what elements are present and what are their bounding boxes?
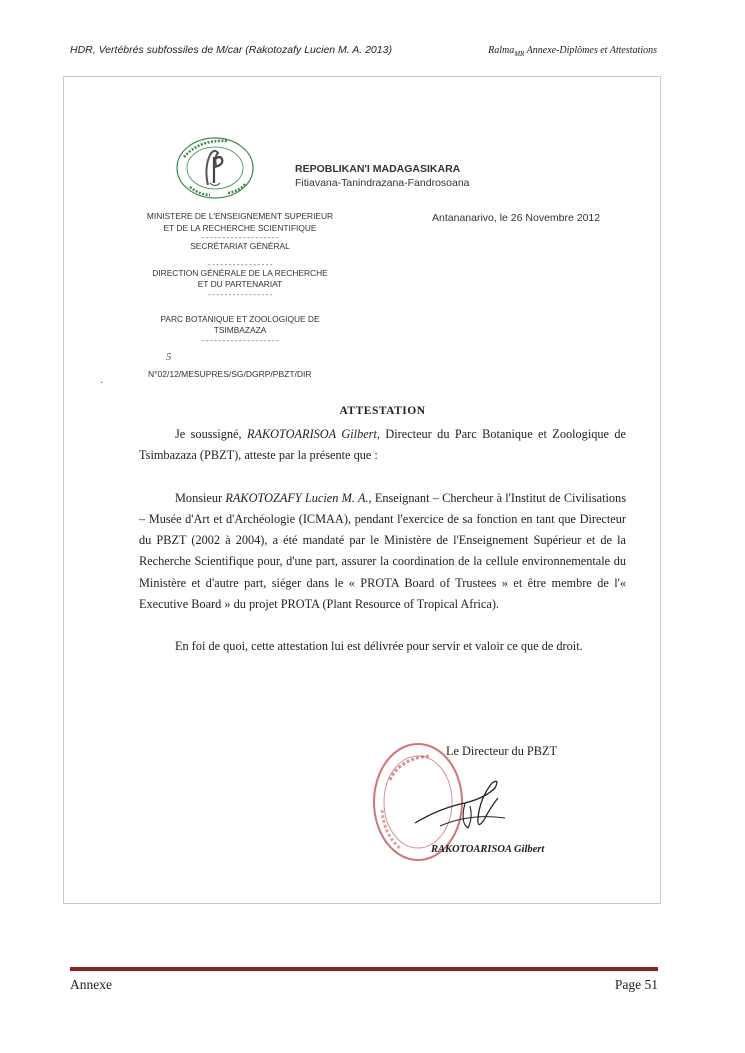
paragraph-2 [139, 488, 626, 616]
republic-name: REPOBLIKAN'I MADAGASIKARA [295, 163, 461, 175]
direction-line-1: DIRECTION GÉNÉRALE DE LA RECHERCHE [152, 267, 328, 278]
handwritten-number: 5 [166, 351, 172, 363]
page-number: Page 51 [614, 977, 658, 992]
park-line-1: PARC BOTANIQUE ET ZOOLOGIQUE DE [160, 313, 320, 324]
paragraph-3: En foi de quoi, cette attestation lui est délivrée pour servir et valoir ce que de droit. [175, 639, 583, 654]
secretariat-label: SECRÉTARIAT GÉNÉRAL [190, 241, 290, 251]
signature-name: RAKOTOARISOA Gilbert [431, 844, 545, 855]
separator: - - - - - - - - - - - - - - - - - - - [201, 232, 279, 242]
subject-name: RAKOTOZAFY Lucien M. A. [225, 490, 369, 505]
p2-text-a: Monsieur [175, 490, 226, 505]
pbzt-logo-icon [170, 133, 260, 203]
republic-heading [295, 162, 470, 190]
separator: - - - - - - - - - - - - - - - - [207, 258, 273, 269]
footer-rule [70, 967, 658, 971]
separator: - - - - - - - - - - - - - - - - [207, 288, 273, 299]
p1-text-b: , Directeur du Parc Botanique et Zoologique de Tsimbazaza (PBZT), atteste par la présente que : [139, 427, 626, 463]
administrative-block [140, 211, 340, 344]
footer-section: Annexe [70, 977, 112, 992]
scan-mark: · [100, 378, 104, 389]
park-line-2: TSIMBAZAZA [213, 325, 267, 335]
separator: - - - - - - - - - - - - - - - - - - - [201, 334, 279, 345]
signature-title: Le Directeur du PBZT [446, 744, 557, 758]
p2-text-b: , Enseignant – Chercheur à l'Institut de Civilisations – Musée d'Art et d'Archéologie (ICMAA), pendant l'exercice de sa fonction en tant que Directeur du PBZT (2002 à 2004), a été mandaté par le Ministère de l'Enseignement Supérieur et de la Recherche Scientifique pour, d'une part, assurer la coordination de la cellule environnementale du Ministère et d'autre part, siéger dans le « PROTA Board of Trustees » et être membre de l'« Executive Board » du projet PROTA (Plant Resource of Tropical Africa). [139, 490, 626, 612]
signatory-name: RAKOTOARISOA Gilbert [246, 427, 377, 441]
republic-motto: Fitiavana-Tanindrazana-Fandrosoana [295, 177, 470, 189]
place-and-date: Antananarivo, le 26 Novembre 2012 [432, 212, 601, 224]
reference-number: N°02/12/MESUPRES/SG/DGRP/PBZT/DIR [148, 369, 312, 379]
paragraph-1 [139, 424, 626, 467]
header-author-abbrev: Ralma [488, 45, 515, 56]
running-header-section [488, 45, 657, 58]
header-section-label: Annexe-Diplômes et Attestations [524, 45, 657, 56]
direction-line-2: ET DU PARTENARIAT [197, 279, 283, 289]
p1-text-a: Je soussigné, [175, 427, 247, 441]
running-header-title: HDR, Vertébrés subfossiles de M/car (Rakotozafy Lucien M. A. 2013) [70, 44, 392, 56]
attestation-body [139, 424, 626, 658]
attestation-title: ATTESTATION [339, 405, 426, 417]
ministry-line-1: MINISTERE DE L'ENSEIGNEMENT SUPERIEUR [146, 211, 334, 221]
header-author-sub: MR [514, 50, 525, 58]
ministry-line-2: ET DE LA RECHERCHE SCIENTIFIQUE [163, 222, 317, 233]
handwritten-signature-icon [410, 768, 530, 848]
